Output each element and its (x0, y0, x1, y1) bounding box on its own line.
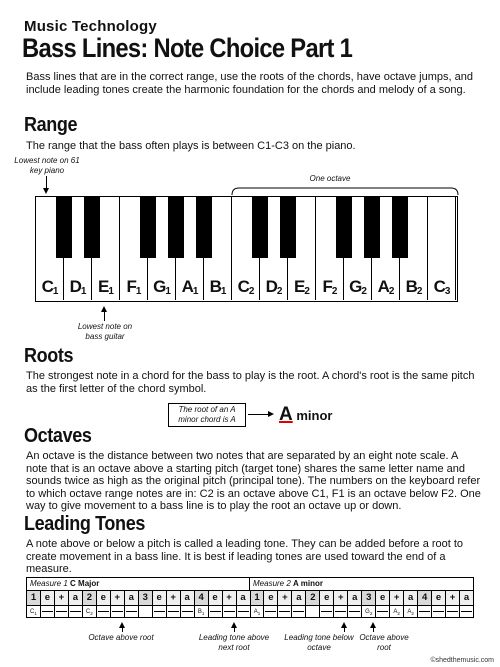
sustain-dash (210, 611, 221, 612)
leading-tones-heading: Leading Tones (24, 513, 146, 535)
sustain-line (278, 605, 292, 617)
key-label: $E_2$ (294, 277, 309, 297)
key-label: $G_2$ (349, 277, 366, 297)
key-label: $E_1$ (98, 277, 113, 297)
black-key (196, 197, 212, 258)
count-cell: 3 (362, 591, 376, 605)
key-label: $F_2$ (322, 277, 337, 297)
piano-keyboard (35, 196, 458, 302)
count-cell: a (125, 591, 139, 605)
key-label: $A_1$ (181, 277, 198, 297)
rhythm-grid (26, 577, 474, 618)
note-cell: $A_2$ (404, 605, 418, 617)
count-cell: + (167, 591, 181, 605)
count-cell: 4 (418, 591, 432, 605)
count-cell: + (111, 591, 125, 605)
key-label: $F_1$ (126, 277, 141, 297)
one-octave-label: One octave (309, 174, 351, 183)
count-cell: a (237, 591, 251, 605)
roots-text: The strongest note in a chord for the bass to play is the root. A chord's root is the same pitch as the first letter of the chord symbol. (26, 370, 475, 395)
note-row (27, 605, 473, 617)
annotation-pointer (122, 627, 123, 632)
sustain-dash (182, 611, 193, 612)
sustain-line (264, 605, 278, 617)
sustain-line (460, 605, 473, 617)
count-cell: a (460, 591, 473, 605)
sustain-line (418, 605, 432, 617)
sustain-line (223, 605, 237, 617)
page-title: Bass Lines: Note Choice Part 1 (22, 33, 353, 63)
sustain-line (320, 605, 334, 617)
note-cell: $B_1$ (195, 605, 209, 617)
arrow-down-icon (43, 188, 49, 194)
sustain-line (237, 605, 251, 617)
sustain-dash (126, 611, 137, 612)
sustain-line (97, 605, 111, 617)
black-key (140, 197, 156, 258)
octave-above-root-note-2: Octave above root (359, 633, 409, 652)
sustain-dash (265, 611, 276, 612)
count-cell: e (97, 591, 111, 605)
sustain-line (376, 605, 390, 617)
octaves-text: An octave is the distance between two notes that are separated by an eight note scale. A note that is an octave above a starting pitch (target tone) shares the same letter name and sounds twice as high as the original pitch (principal tone). The numbers on the keyboard refer to which octave range notes are in: C2 is an octave above C1, F1 is an octave below F2. One way to give movement to a bass line is to play the root an octave up or down. (26, 450, 481, 512)
lowest-61-key-label: Lowest note on 61 key piano (14, 156, 80, 175)
key-label: $C_1$ (41, 277, 58, 297)
measure-1-label: Measure 1 (30, 579, 68, 588)
note-cell: $C_1$ (27, 605, 41, 617)
sustain-dash (321, 611, 332, 612)
sustain-line (153, 605, 167, 617)
count-cell: a (69, 591, 83, 605)
count-cell: a (292, 591, 306, 605)
annotation-pointer (373, 627, 374, 632)
sustain-dash (70, 611, 81, 612)
sustain-dash (433, 611, 444, 612)
black-key (392, 197, 408, 258)
count-cell: + (55, 591, 69, 605)
leading-tone-below-note: Leading tone below octave (284, 633, 354, 652)
count-cell: a (404, 591, 418, 605)
octave-bracket (231, 184, 459, 196)
black-key (364, 197, 380, 258)
roots-heading: Roots (24, 345, 74, 367)
sustain-line (348, 605, 362, 617)
intro-paragraph: Bass lines that are in the correct range, use the roots of the chords, have octave jumps, and include leading tones create the harmonic foundation for the chords and melody of a song. (26, 71, 473, 96)
root-arrow-line (248, 414, 270, 415)
count-cell: e (376, 591, 390, 605)
count-cell: a (181, 591, 195, 605)
measure-1-chord: C Major (70, 579, 100, 588)
count-cell: e (264, 591, 278, 605)
note-cell: $A_2$ (390, 605, 404, 617)
count-cell: 2 (83, 591, 97, 605)
black-key (84, 197, 100, 258)
empty-note-cell (139, 605, 153, 617)
sustain-dash (349, 611, 360, 612)
sustain-line (111, 605, 125, 617)
black-key (56, 197, 72, 258)
note-cell: $G_2$ (362, 605, 376, 617)
sustain-dash (335, 611, 346, 612)
octaves-heading: Octaves (24, 425, 92, 447)
sustain-dash (461, 611, 472, 612)
count-cell: e (153, 591, 167, 605)
count-cell: e (432, 591, 446, 605)
sustain-line (69, 605, 83, 617)
lowest-bass-pointer (104, 311, 105, 321)
copyright: ©shedthemusic.com (430, 657, 494, 664)
annotation-pointer (344, 627, 345, 632)
black-key (336, 197, 352, 258)
annotation-pointer (234, 627, 235, 632)
white-key-c3 (428, 197, 456, 300)
note-cell: $A_1$ (251, 605, 265, 617)
count-cell: e (209, 591, 223, 605)
empty-note-cell (306, 605, 320, 617)
sustain-line (167, 605, 181, 617)
count-cell: 4 (195, 591, 209, 605)
count-cell: 1 (27, 591, 41, 605)
count-cell: + (334, 591, 348, 605)
sustain-dash (154, 611, 165, 612)
count-cell: 2 (306, 591, 320, 605)
chord-symbol (279, 404, 332, 426)
count-cell: 3 (139, 591, 153, 605)
black-key (252, 197, 268, 258)
arrow-right-icon (268, 411, 274, 417)
sustain-dash (168, 611, 179, 612)
count-cell: a (348, 591, 362, 605)
count-cell: + (390, 591, 404, 605)
sustain-dash (377, 611, 388, 612)
key-label: $C_2$ (237, 277, 254, 297)
key-label: $B_1$ (209, 277, 226, 297)
measure-header (27, 578, 473, 591)
count-cell: + (278, 591, 292, 605)
sustain-line (209, 605, 223, 617)
count-cell: + (446, 591, 460, 605)
count-cell: 1 (251, 591, 265, 605)
page-kicker: Music Technology (24, 18, 157, 35)
key-label: $C_3$ (433, 277, 450, 297)
count-cell: e (41, 591, 55, 605)
sustain-dash (42, 611, 53, 612)
sustain-dash (56, 611, 67, 612)
black-key (168, 197, 184, 258)
measure-2-chord: A minor (293, 579, 323, 588)
count-row (27, 591, 473, 605)
sustain-line (55, 605, 69, 617)
leading-tone-above-note: Leading tone above next root (198, 633, 270, 652)
sustain-line (446, 605, 460, 617)
count-cell: + (223, 591, 237, 605)
sustain-dash (293, 611, 304, 612)
key-label: $G_1$ (153, 277, 170, 297)
root-explanation-box: The root of an A minor chord is A (168, 403, 246, 427)
sustain-dash (419, 611, 430, 612)
black-key (280, 197, 296, 258)
measure-2-header (250, 578, 473, 590)
key-label: $A_2$ (377, 277, 394, 297)
count-cell: e (320, 591, 334, 605)
sustain-dash (279, 611, 290, 612)
sustain-line (181, 605, 195, 617)
key-label: $D_1$ (69, 277, 86, 297)
range-heading: Range (24, 114, 78, 136)
measure-2-label: Measure 2 (253, 579, 291, 588)
sustain-line (432, 605, 446, 617)
range-text: The range that the bass often plays is between C1-C3 on the piano. (26, 140, 356, 152)
sustain-dash (112, 611, 123, 612)
octave-above-root-note-1: Octave above root (88, 633, 154, 642)
lowest-bass-label: Lowest note on bass guitar (77, 322, 133, 341)
sustain-line (41, 605, 55, 617)
sustain-line (125, 605, 139, 617)
measure-1-header (27, 578, 250, 590)
key-label: $B_2$ (405, 277, 422, 297)
sustain-dash (224, 611, 235, 612)
chord-quality: minor (292, 408, 333, 423)
sustain-dash (447, 611, 458, 612)
sustain-dash (98, 611, 109, 612)
sustain-dash (238, 611, 249, 612)
leading-tones-text: A note above or below a pitch is called a leading tone. They can be added before a root to create movement in a bass line. It is best if leading tones are used toward the end of a measure. (26, 538, 464, 575)
note-cell: $C_2$ (83, 605, 97, 617)
sustain-line (292, 605, 306, 617)
key-label: $D_2$ (265, 277, 282, 297)
chord-root-letter: A (279, 404, 293, 425)
sustain-line (334, 605, 348, 617)
